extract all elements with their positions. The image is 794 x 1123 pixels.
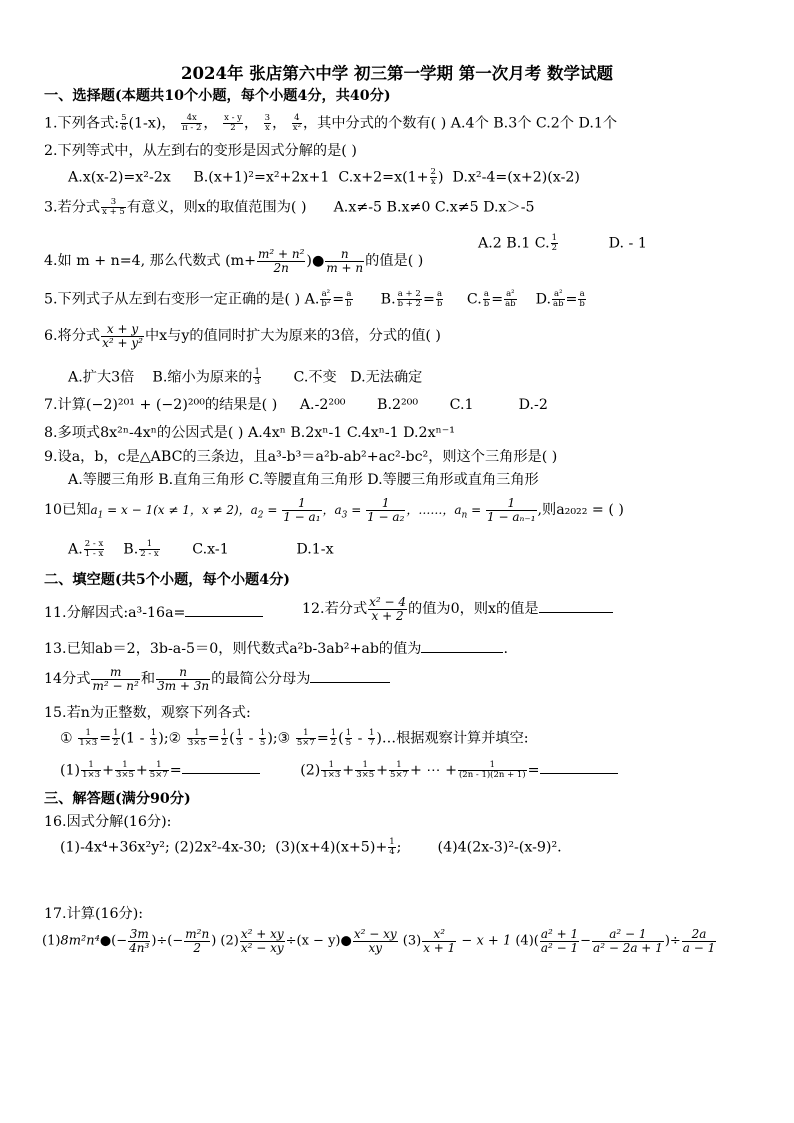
answer-blank[interactable] <box>310 670 390 683</box>
page-title: 2024年 张店第六中学 初三第一学期 第一次月考 数学试题 <box>181 64 613 83</box>
question-5: 5.下列式子从左到右变形一定正确的是( ) A. $\frac{\text{a²}}{\text{b²}}$ = $\frac{a}{b}$ B. $\frac{a + 2}{b + 2}$ = $\frac{a}{b}$ C. $\frac{a}{b}$ = $\frac{\text{a²}}{ab}$ D. $\frac{\text{a²}}{ab}$ = $\frac{a}{b}$ <box>44 289 585 309</box>
answer-blank[interactable] <box>185 604 263 617</box>
answer-blank[interactable] <box>540 761 618 774</box>
question-1: 1.下列各式: $\frac{5}{6}$ (1-x)， $\frac{4x}{\pi - 2}$ ， $\frac{x - y}{2}$ ， $\frac{3}{x}$ ， $\frac{4}{\text{x²}}$ ，其中分式的个数有( ) A.4个 B.3个 C.2个 D.1个 <box>44 113 618 133</box>
question-15: 15.若n为正整数，观察下列各式: <box>44 705 251 721</box>
question-16-parts: (1)-4x⁴+36x²y²; (2)2x²-4x-30; (3)(x+4)(x+5)+ $\frac{1}{4}$ ; (4)4(2x-3)²-(x-9)². <box>60 837 562 857</box>
question-9: 9.设a，b，c是△ABC的三条边，且a³-b³＝a²b-ab²+ac²-bc²，则这个三角形是( ) <box>44 449 558 465</box>
question-10-options: A. $\frac{2 - x}{1 - x}$ B. $\frac{1}{2 - x}$ C.x-1 D.1-x <box>68 539 334 559</box>
question-8: 8.多项式8x²ⁿ-4xⁿ的公因式是( ) A.4xⁿ B.2xⁿ-1 C.4xⁿ-1 D.2xⁿ⁻¹ <box>44 425 455 441</box>
section1-header: 一、选择题(本题共10个小题，每个小题4分，共40分) <box>44 88 391 104</box>
question-15-pattern: ① $\frac{1}{1\times 3}$ = $\frac{1}{2}$ (1 - $\frac{1}{3}$ );② $\frac{1}{3\times 5}$ = $\frac{1}{2}$ ( $\frac{1}{3}$ - $\frac{1}{5}$ );③ $\frac{1}{5\times 7}$ = $\frac{1}{2}$ ( $\frac{1}{5}$ - $\frac{1}{7}$ )…根据观察计算并填空: <box>60 728 529 748</box>
answer-blank[interactable] <box>182 761 260 774</box>
section3-header: 三、解答题(满分90分) <box>44 791 191 807</box>
answer-blank[interactable] <box>421 640 503 653</box>
question-11: 11.分解因式:a³-16a= <box>44 604 774 621</box>
answer-blank[interactable] <box>539 600 613 613</box>
question-12: 12.若分式 $\frac{\text{x² − 4}}{x + 2}$ 的值为0，则x的值是 <box>302 596 774 622</box>
question-13: 13.已知ab＝2，3b-a-5＝0，则代数式a²b-3ab²+ab的值为 . <box>44 641 508 657</box>
question-3: 3.若分式 $\frac{3}{x + 5}$ 有意义，则x的取值范围为( ) A.x≠-5 B.x≠0 C.x≠5 D.x＞-5 <box>44 197 535 217</box>
question-10: 10已知$a_1 = x - 1(x \ne 1$，x ≠ 2)，$a_2$ = $\frac{1}{\text{1 − a₁}}$ ，$a_3$ = $\frac{1}{\text{1 − a₂}}$ ，……，$a_n$ = $\frac{1}{\text{1 − aₙ₋₁}}$ ,则a₂₀₂₂ = ( ) <box>44 496 624 524</box>
question-9-options: A.等腰三角形 B.直角三角形 C.等腰直角三角形 D.等腰三角形或直角三角形 <box>68 472 539 488</box>
question-7: 7.计算(−2)²⁰¹ + (−2)²⁰⁰的结果是( ) A.-2²⁰⁰ B.2²⁰⁰ C.1 D.-2 <box>44 397 548 413</box>
section2-header: 二、填空题(共5个小题，每个小题4分) <box>44 572 290 588</box>
question-2-options: A.x(x-2)=x²-2x B.(x+1)²=x²+2x+1 C.x+2=x(1+ $\frac{2}{x}$ ) D.x²-4=(x+2)(x-2) <box>68 167 580 187</box>
question-4: 4.如 m + n=4, 那么代数式 (m+ $\frac{\text{m² + n²}}{2n}$ )● $\frac{n}{m + n}$ 的值是( ) <box>44 247 424 275</box>
question-2: 2.下列等式中，从左到右的变形是因式分解的是( ) <box>44 143 357 159</box>
question-15-parts: (1) $\frac{1}{1\times 3}$ + $\frac{1}{3\times 5}$ + $\frac{1}{5\times 7}$ = (2) $\frac{1}{1\times 3}$ + $\frac{1}{3\times 5}$ + $\frac{1}{5\times 7}$ + ⋯ + $\frac{1}{(2n - 1)(2n + 1)}$ = <box>60 761 774 780</box>
question-17: 17.计算(16分): <box>44 906 144 922</box>
question-4-options: A.2 B.1 C. $\frac{1}{2}$ D. - 1 <box>478 233 647 253</box>
question-6-options: A.扩大3倍 B.缩小为原来的 $\frac{1}{3}$ C.不变 D.无法确定 <box>68 367 423 387</box>
question-17-parts: (1)8m²n⁴●(− $\frac{3m}{\text{4n³}}$ )÷(− $\frac{\text{m²n}}{2}$ ) (2) $\frac{\text{x² + xy}}{\text{x² − xy}}$ ÷(x − y)● $\frac{\text{x² − xy}}{xy}$ (3) $\frac{\text{x²}}{x + 1}$ − x + 1 (4)( $\frac{\text{a² + 1}}{\text{a² − 1}}$ − $\frac{\text{a² − 1}}{\text{a² − 2a + 1}}$ )÷ $\frac{2a}{a - 1}$ <box>42 927 716 955</box>
question-16: 16.因式分解(16分): <box>44 814 172 830</box>
question-6: 6.将分式 $\frac{x + y}{\text{x² + y²}}$ 中x与y的值同时扩大为原来的3倍，分式的值( ) <box>44 322 441 350</box>
question-14: 14分式 $\frac{m}{\text{m² − n²}}$ 和 $\frac{n}{3m + 3n}$ 的最简公分母为 <box>44 666 774 692</box>
